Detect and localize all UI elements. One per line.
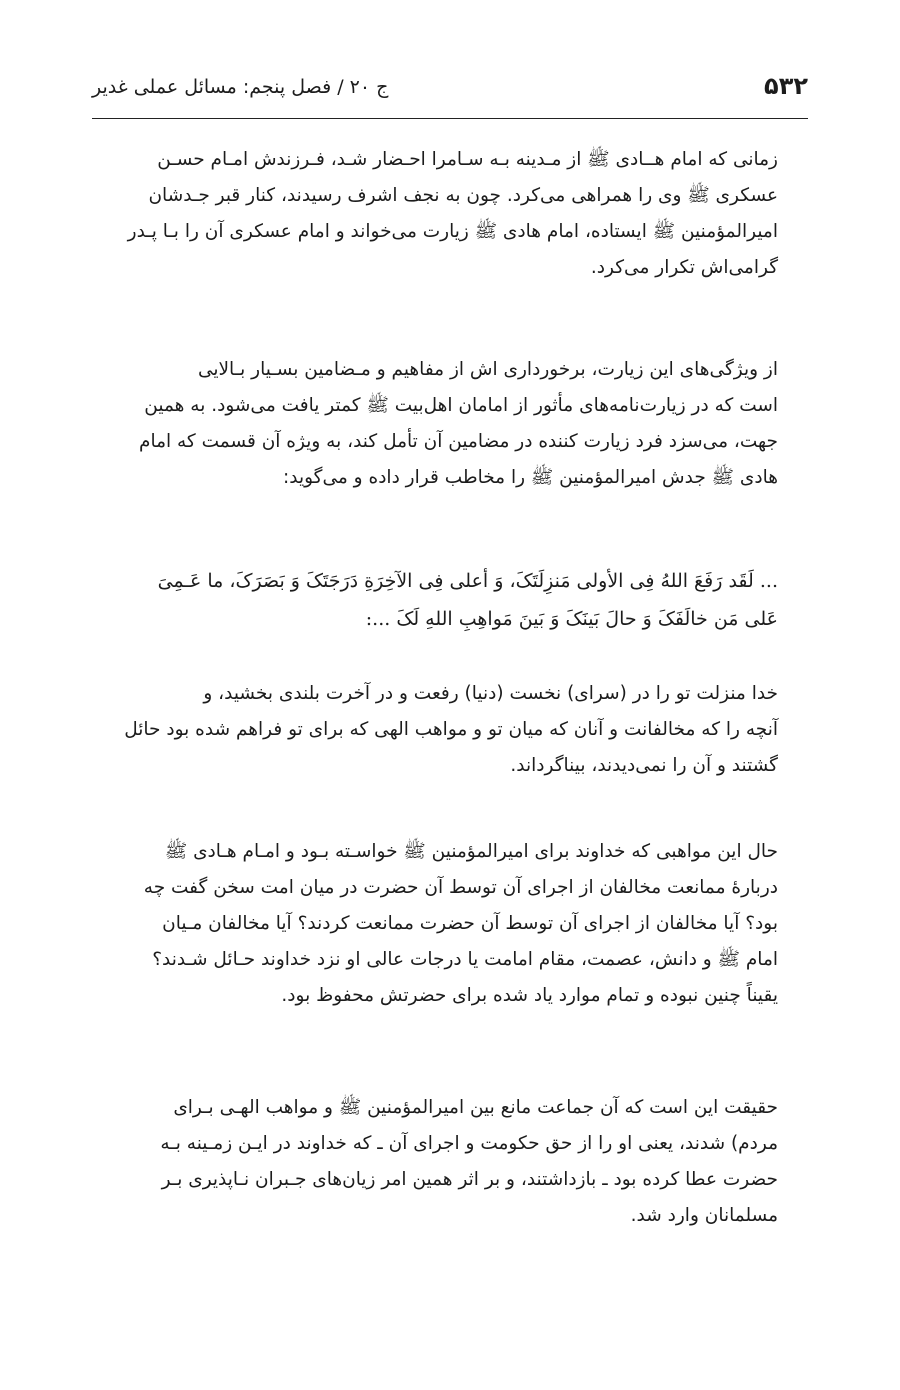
text-line: خدا منزلت تو را در (سرای) نخست (دنیا) رفعت و در آخرت بلندی بخشید، و (203, 683, 778, 704)
arabic-quotation (92, 562, 808, 638)
paragraph (92, 834, 808, 1014)
text-line: ... لَقَد رَفَعَ اللهُ فِی الأولی مَنزِلَتَکَ، وَ أعلی فِی الآخِرَةِ دَرَجَتَکَ وَ بَصَرَکَ، ما عَـمِیَ (157, 570, 778, 592)
text-line: یقیناً چنین نبوده و تمام موارد یاد شده برای حضرتش محفوظ بود. (281, 985, 778, 1006)
paragraph (92, 142, 808, 286)
text-line: مردم) شدند، یعنی او را از حق حکومت و اجرای آن ـ که خداوند در ایـن زمـینه بـه (160, 1133, 778, 1154)
text-line: دربارهٔ ممانعت مخالفان از اجرای آن توسط آن حضرت در میان امت سخن گفت چه (143, 877, 778, 898)
translation-paragraph (92, 676, 808, 784)
text-line: هادی ﷺ جدش امیرالمؤمنین ﷺ را مخاطب قرار داده و می‌گوید: (283, 467, 778, 488)
text-line: امام ﷺ و دانش، عصمت، مقام امامت یا درجات عالی او نزد خداوند حـائل شـدند؟ (152, 949, 778, 970)
text-line: بود؟ آیا مخالفان از اجرای آن توسط آن حضرت ممانعت کردند؟ آیا مخالفان مـیان (162, 913, 778, 934)
text-line: حضرت عطا کرده بود ـ بازداشتند، و بر اثر همین امر زیان‌های جـبران نـاپذیری بـر (161, 1169, 778, 1190)
text-line: حقیقت این است که آن جماعت مانع بین امیرالمؤمنین ﷺ و مواهب الهـی بـرای (173, 1097, 778, 1118)
text-line: جهت، می‌سزد فرد زیارت کننده در مضامین آن تأمل کند، به ویژه آن قسمت که امام (138, 431, 778, 452)
text-line: گشتند و آن را نمی‌دیدند، بیناگرداند. (510, 755, 778, 776)
text-line: آنچه را که مخالفانت و آنان که میان تو و مواهب الهی که برای تو فراهم شده بود حائل (124, 719, 778, 740)
text-line: زمانی که امام هــادی ﷺ از مـدینه بـه سـامرا احـضار شـد، فـرزندش امـام حسـن (157, 149, 778, 170)
text-line: گرامی‌اش تکرار می‌کرد. (590, 257, 778, 278)
text-line: از ویژگی‌های این زیارت، برخورداری اش از مفاهیم و مـضامین بسـیار بـالایی (197, 359, 778, 380)
text-line: امیرالمؤمنین ﷺ ایستاده، امام هادی ﷺ زیارت می‌خواند و امام عسکری آن را بـا پـدر (127, 221, 778, 242)
paragraph (92, 1090, 808, 1234)
paragraph (92, 352, 808, 496)
page-body (92, 142, 808, 1226)
text-line: است که در زیارت‌نامه‌های مأثور از امامان اهل‌بیت ﷺ کمتر یافت می‌شود. به همین (144, 395, 778, 416)
text-line: عَلی مَن خالَفَکَ وَ حالَ بَینَکَ وَ بَینَ مَواهِبِ اللهِ لَکَ ...: (365, 608, 778, 630)
page-number: ۵۳۲ (764, 72, 808, 100)
text-line: عسکری ﷺ وی را همراهی می‌کرد. چون به نجف اشرف رسیدند، کنار قبر جـدشان (148, 185, 778, 206)
text-line: حال این مواهبی که خداوند برای امیرالمؤمنین ﷺ خواسـته بـود و امـام هـادی ﷺ (164, 841, 778, 862)
running-head: ج ۲۰ / فصل پنجم: مسائل عملی غدیر (92, 76, 389, 98)
page-header (92, 62, 808, 119)
text-line: مسلمانان وارد شد. (630, 1205, 778, 1226)
